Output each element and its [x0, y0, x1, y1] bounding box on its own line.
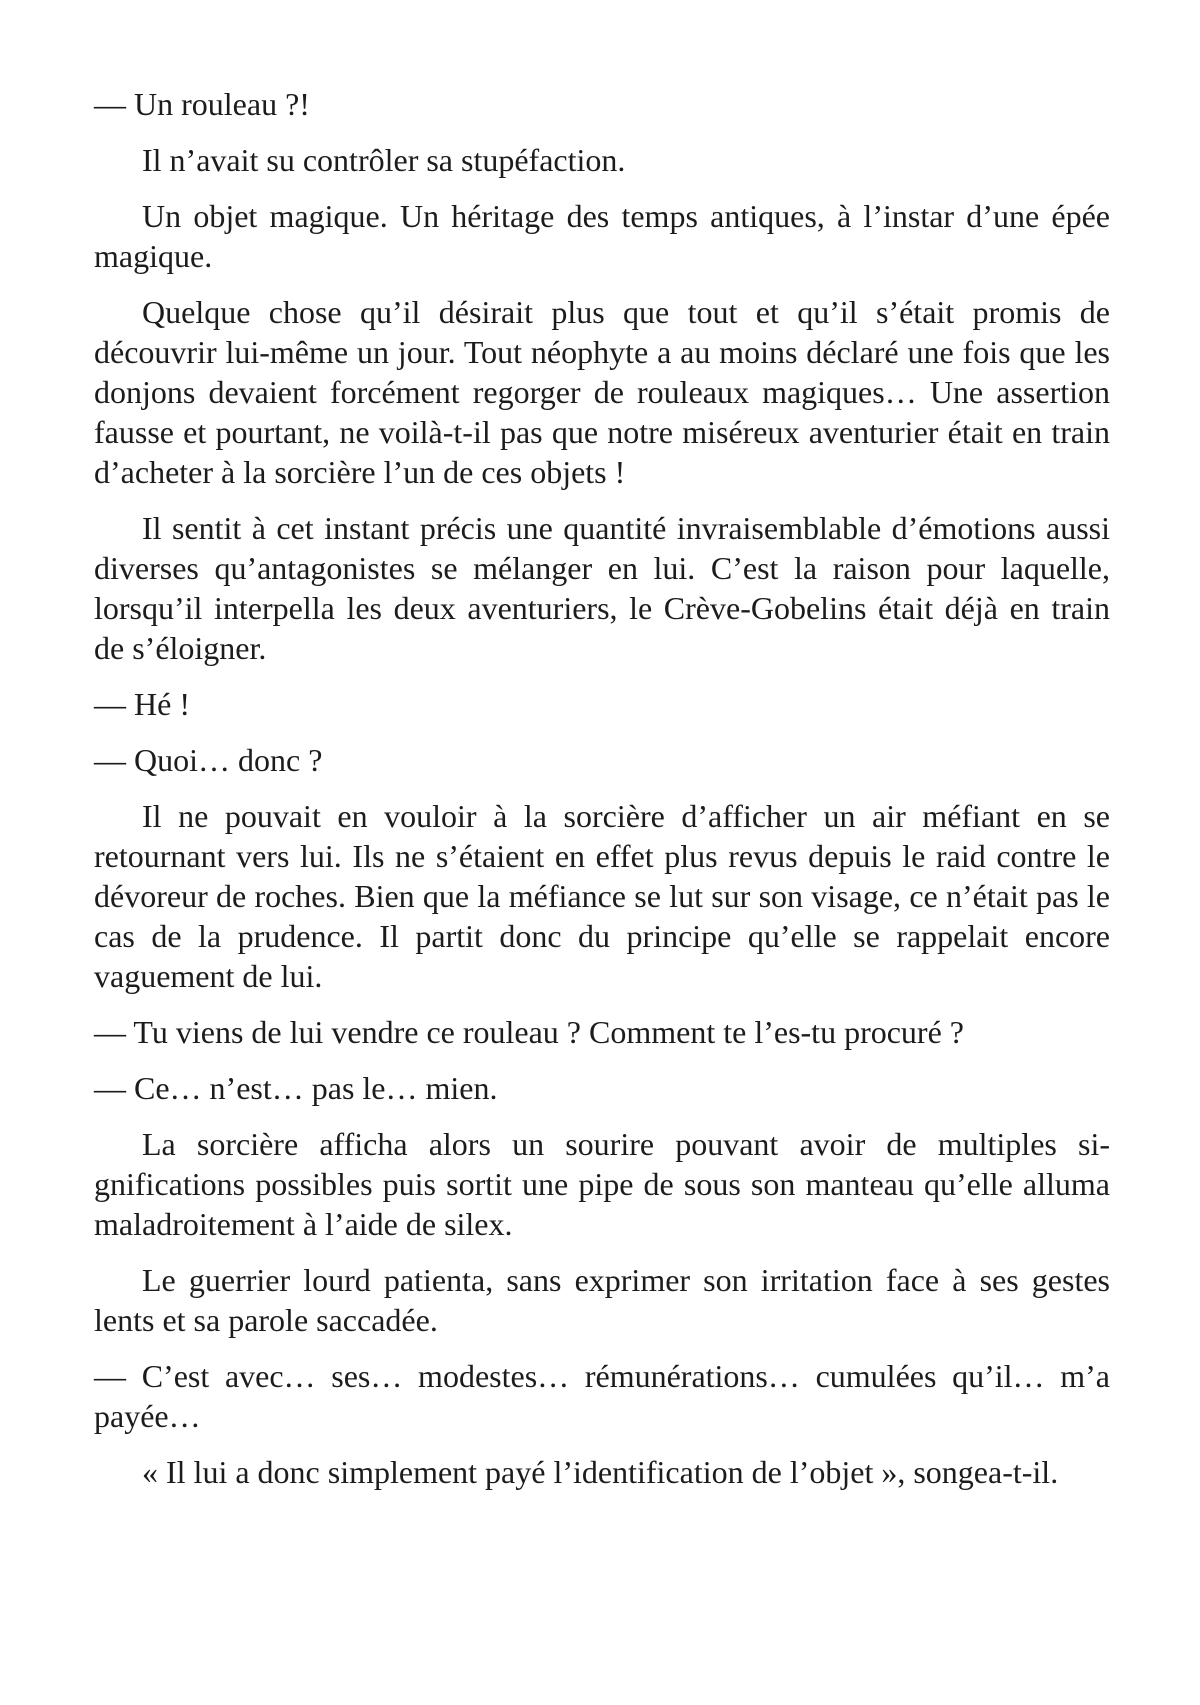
dialogue-line: — Ce… n’est… pas le… mien. — [94, 1070, 498, 1106]
narration-paragraph: Un objet magique. Un héritage des temps antiques, à l’instar d’une épée magique. — [94, 198, 1110, 274]
narration-paragraph: « Il lui a donc simplement payé l’identification de l’objet », songea-t-il. — [142, 1454, 1059, 1490]
dialogue-line: — Hé ! — [94, 686, 190, 722]
narration-paragraph: Il sentit à cet instant précis une quantité invraisemblable d’émotions aussi diverses qu’antagonistes se mélanger en lui. C’est la raison pour laquelle, lorsqu’il interpella les deux aventuriers, le Crève-Gobelins était déjà en train de s’éloigner. — [94, 510, 1110, 666]
page-text-body — [94, 84, 1110, 1508]
narration-paragraph: Quelque chose qu’il désirait plus que tout et qu’il s’était promis de découvrir lui-même un jour. Tout néophyte a au moins déclaré une fois que les donjons devaient forcément regorger de rouleaux magiques… Une assertion fausse et pourtant, ne voilà-t-il pas que notre miséreux aventurier était en train d’acheter à la sorcière l’un de ces objets ! — [94, 294, 1110, 490]
narration-paragraph: Le guerrier lourd patienta, sans exprimer son irritation face à ses gestes lents et sa parole saccadée. — [94, 1262, 1110, 1338]
narration-paragraph: Il n’avait su contrôler sa stupéfaction. — [142, 142, 626, 178]
narration-paragraph: Il ne pouvait en vouloir à la sorcière d’afficher un air méfiant en se retournant vers lui. Ils ne s’étaient en effet plus revus depuis le raid contre le dévoreur de roches. Bien que la méfiance se lut sur son visage, ce n’était pas le cas de la prudence. Il partit donc du principe qu’elle se rappelait encore vaguement de lui. — [94, 798, 1110, 994]
dialogue-line: — Quoi… donc ? — [94, 742, 323, 778]
dialogue-line: — Tu viens de lui vendre ce rouleau ? Comment te l’es-tu procuré ? — [94, 1014, 964, 1050]
dialogue-line: — Un rouleau ?! — [94, 86, 310, 122]
dialogue-line: — C’est avec… ses… modestes… rémunérations… cumulées qu’il… m’a payée… — [94, 1358, 1110, 1434]
narration-paragraph: La sorcière afficha alors un sourire pouvant avoir de multiples significations possibles puis sortit une pipe de sous son manteau qu’elle alluma maladroitement à l’aide de silex. — [94, 1126, 1110, 1242]
